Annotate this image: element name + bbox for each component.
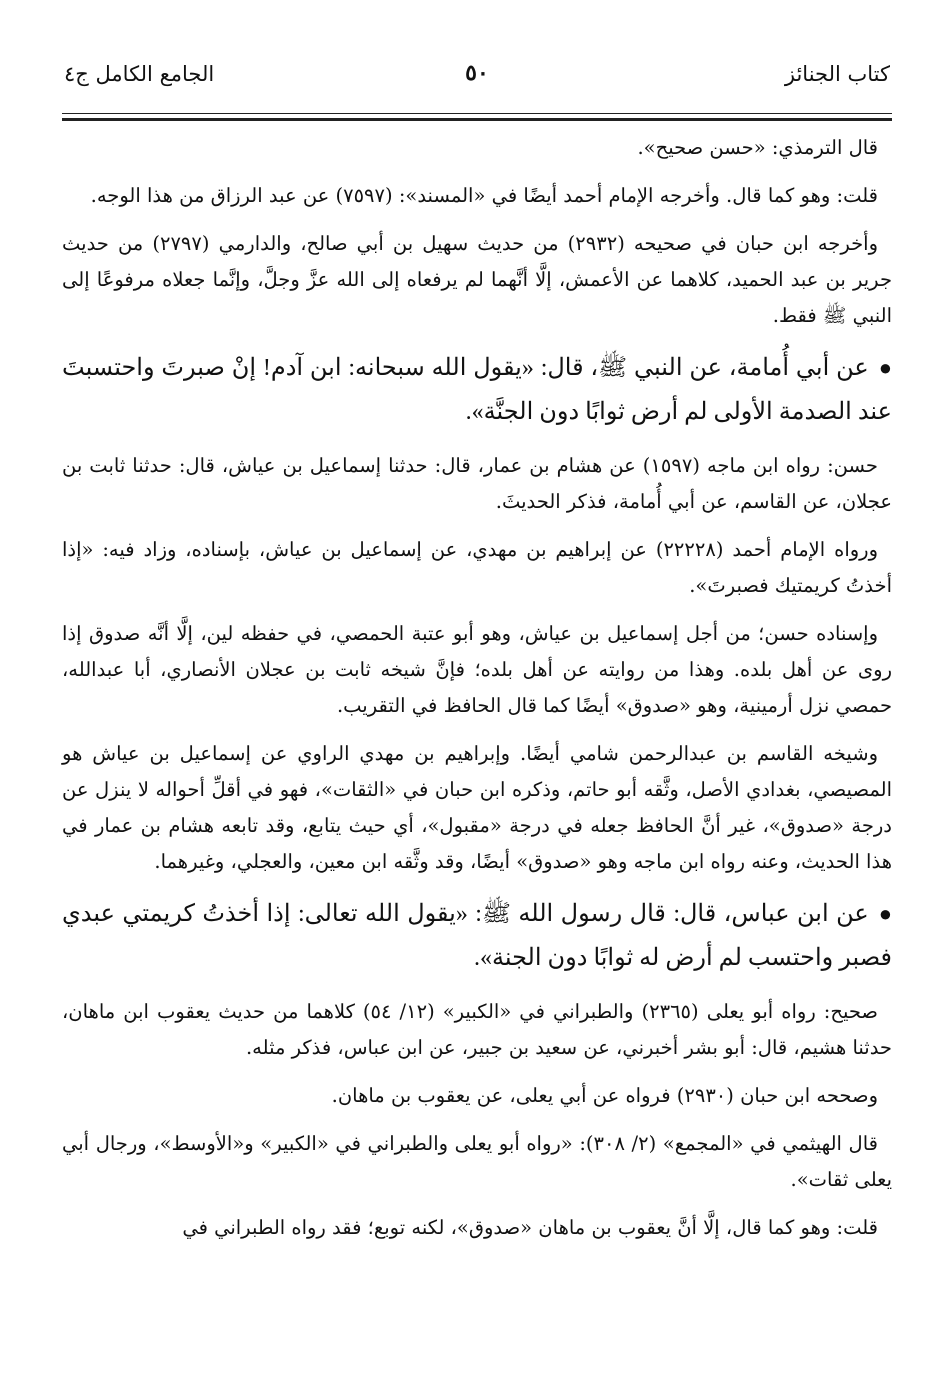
page-header xyxy=(62,52,892,104)
chapter-title: كتاب الجنائز xyxy=(784,62,890,86)
book-page xyxy=(62,52,892,1362)
paragraph: وإسناده حسن؛ من أجل إسماعيل بن عياش، وهو أبو عتبة الحمصي، في حفظه لين، إلَّا أنَّه صدوق إذا روى عن أهل بلده. وهذا من روايته عن أهل بلده؛ فإنَّ شيخه ثابت بن عجلان الأنصاري، أبا عبدالله، حمصي نزل أرمينية، وهو «صدوق» أيضًا كما قال الحافظ في التقريب. xyxy=(62,622,892,717)
paragraph: قال الهيثمي في «المجمع» (٢/ ٣٠٨): «رواه أبو يعلى والطبراني في «الكبير» و«الأوسط»، ورجال أبي يعلى ثقات». xyxy=(62,1132,892,1191)
paragraph: قال الترمذي: «حسن صحيح». xyxy=(637,136,878,159)
hadith-text xyxy=(62,346,892,434)
page-number: ٥٠ xyxy=(465,60,489,86)
paragraph: وأخرجه ابن حبان في صحيحه (٢٩٣٢) من حديث سهيل بن أبي صالح، والدارمي (٢٧٩٧) من حديث جرير بن عبد الحميد، كلاهما عن الأعمش، إلَّا أنَّهما لم يرفعاه إلى الله عزَّ وجلَّ، وإنَّما جعلاه مرفوعًا إلى النبي ﷺ فقط. xyxy=(62,232,892,327)
bullet-icon: ● xyxy=(878,901,892,926)
bullet-icon: ● xyxy=(878,355,892,380)
book-title: الجامع الكامل ج٤ xyxy=(64,62,215,86)
paragraph: وشيخه القاسم بن عبدالرحمن شامي أيضًا. وإبراهيم بن مهدي الراوي عن إسماعيل بن عياش هو المصيصي، بغدادي الأصل، وثَّقه أبو حاتم، وذكره ابن حبان في «الثقات»، فهو في أقلِّ أحواله لا ينزل عن درجة «صدوق»، غير أنَّ الحافظ جعله في درجة «مقبول»، أي حيث يتابع، وقد تابعه هشام بن عمار في هذا الحديث، وعنه رواه ابن ماجه وهو «صدوق» أيضًا، وقد وثَّقه ابن معين، والعجلي، وغيرهما. xyxy=(62,742,892,873)
paragraph: قلت: وهو كما قال، إلَّا أنَّ يعقوب بن ماهان «صدوق»، لكنه توبع؛ فقد رواه الطبراني في xyxy=(182,1216,878,1239)
paragraph: قلت: وهو كما قال. وأخرجه الإمام أحمد أيضًا في «المسند»: (٧٥٩٧) عن عبد الرزاق من هذا الوجه. xyxy=(90,184,878,207)
paragraph: صحيح: رواه أبو يعلى (٢٣٦٥) والطبراني في «الكبير» (١٢/ ٥٤) كلاهما من حديث يعقوب ابن ماهان، حدثنا هشيم، قال: أبو بشر أخبرني، عن سعيد بن جبير، عن ابن عباس، فذكر مثله. xyxy=(62,1000,892,1059)
page-body xyxy=(62,130,892,1258)
hadith-text xyxy=(62,892,892,980)
header-rule-thick xyxy=(62,118,892,121)
hadith-content: عن أبي أُمامة، عن النبي ﷺ، قال: «يقول الله سبحانه: ابن آدم! إنْ صبرتَ واحتسبتَ عند الصدمة الأولى لم أرض ثوابًا دون الجنَّة». xyxy=(62,355,892,425)
header-rule-thin xyxy=(62,113,892,114)
paragraph: وصححه ابن حبان (٢٩٣٠) فرواه عن أبي يعلى، عن يعقوب بن ماهان. xyxy=(331,1084,878,1107)
paragraph: ورواه الإمام أحمد (٢٢٢٢٨) عن إبراهيم بن مهدي، عن إسماعيل بن عياش، بإسناده، وزاد فيه: «إذا أخذتُ كريمتيك فصبرتَ». xyxy=(62,538,892,597)
hadith-content: عن ابن عباس، قال: قال رسول الله ﷺ: «يقول الله تعالى: إذا أخذتُ كريمتي عبدي فصبر واحتسب لم أرض له ثوابًا دون الجنة». xyxy=(62,901,892,971)
paragraph: حسن: رواه ابن ماجه (١٥٩٧) عن هشام بن عمار، قال: حدثنا إسماعيل بن عياش، قال: حدثنا ثابت بن عجلان، عن القاسم، عن أبي أُمامة، فذكر الحديثَ. xyxy=(62,454,892,513)
